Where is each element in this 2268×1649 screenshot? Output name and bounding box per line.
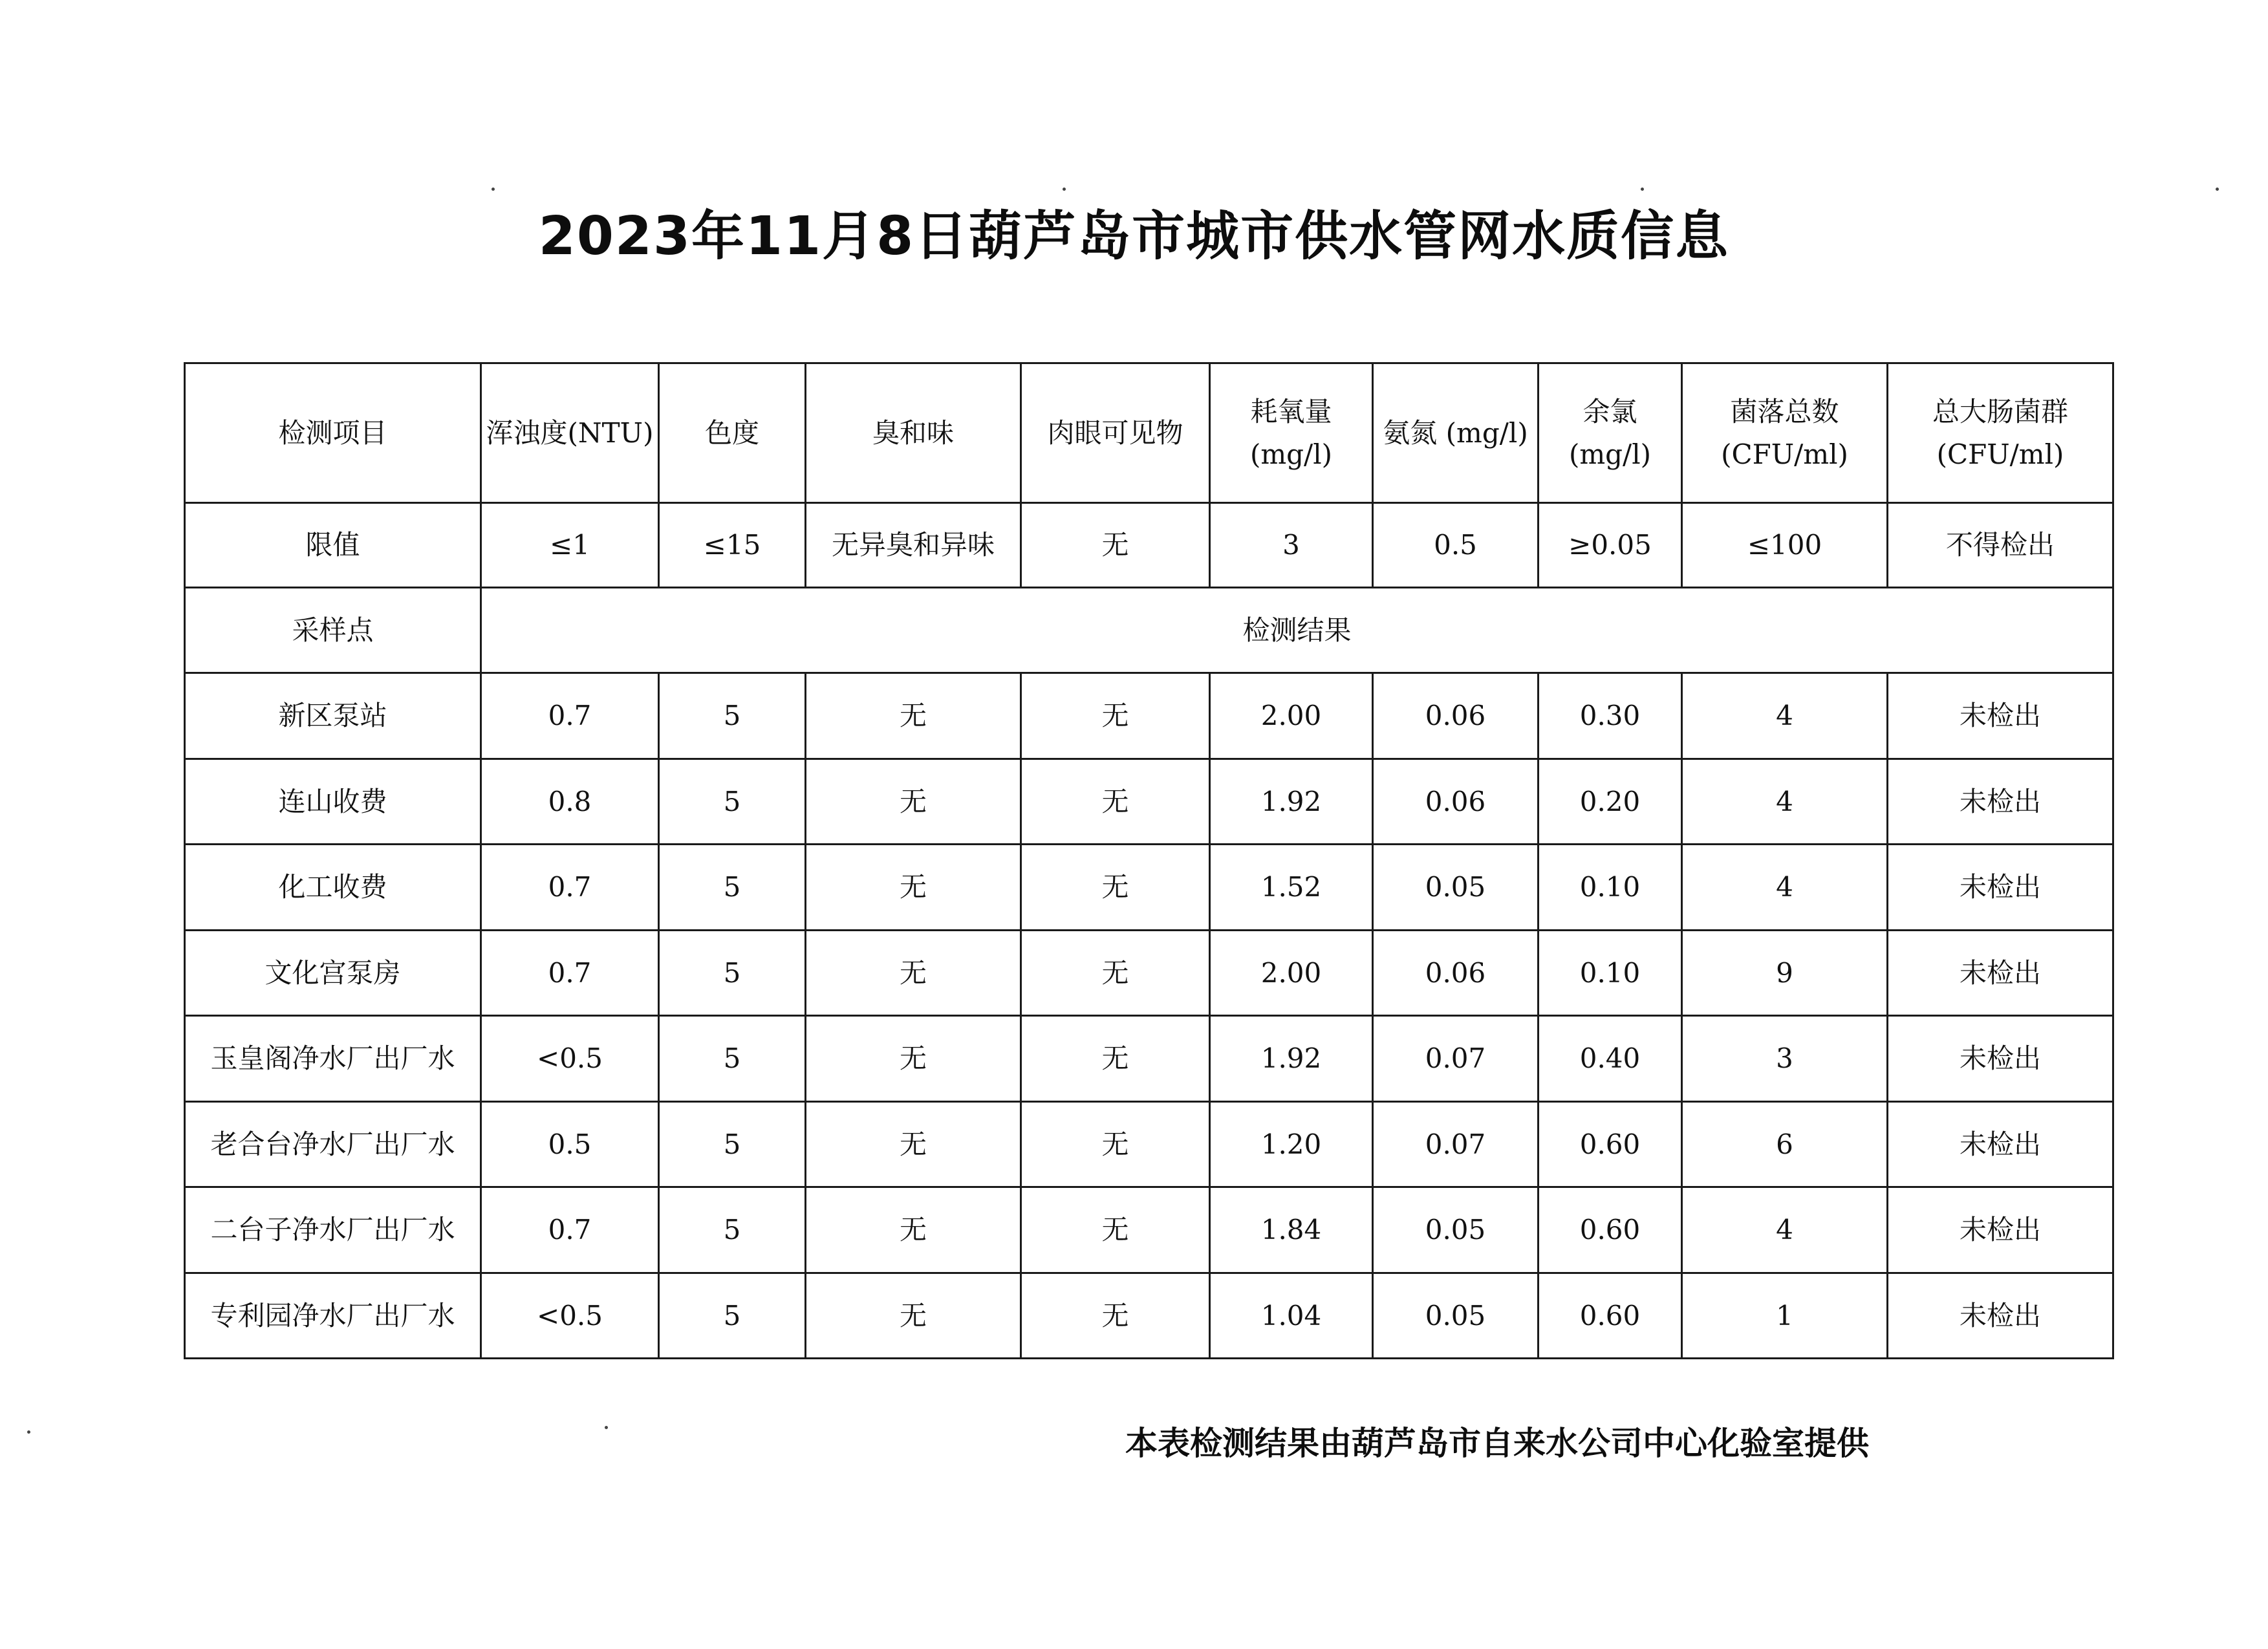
result-cell: 0.60 <box>1539 1187 1682 1273</box>
result-cell: 无 <box>1021 759 1210 845</box>
sampling-point-label: 采样点 <box>185 588 481 673</box>
table-row <box>185 845 2113 931</box>
result-cell: 0.60 <box>1539 1273 1682 1359</box>
result-cell: 0.8 <box>481 759 659 845</box>
result-cell: 未检出 <box>1888 1016 2113 1102</box>
sampling-point-name: 化工收费 <box>185 845 481 931</box>
result-cell: 未检出 <box>1888 673 2113 759</box>
result-cell: 1.52 <box>1210 845 1373 931</box>
result-cell: 无 <box>806 673 1021 759</box>
result-cell: 无 <box>806 1016 1021 1102</box>
result-cell: 0.60 <box>1539 1101 1682 1187</box>
sampling-point-name: 新区泵站 <box>185 673 481 759</box>
scan-speck <box>27 1430 30 1434</box>
sampling-point-name: 玉皇阁净水厂出厂水 <box>185 1016 481 1102</box>
result-cell: 0.5 <box>481 1101 659 1187</box>
table-row <box>185 759 2113 845</box>
sampling-point-name: 连山收费 <box>185 759 481 845</box>
limit-value: ≤15 <box>659 503 806 588</box>
limit-value: 无 <box>1021 503 1210 588</box>
limit-label: 限值 <box>185 503 481 588</box>
scan-speck <box>2216 188 2219 191</box>
result-cell: 3 <box>1682 1016 1888 1102</box>
result-cell: 无 <box>806 845 1021 931</box>
result-cell: 5 <box>659 673 806 759</box>
header-row <box>185 363 2113 503</box>
result-cell: 无 <box>1021 1273 1210 1359</box>
result-cell: 5 <box>659 759 806 845</box>
result-cell: 无 <box>806 1101 1021 1187</box>
header-cell: 氨氮 (mg/l) <box>1373 363 1539 503</box>
sampling-point-name: 二台子净水厂出厂水 <box>185 1187 481 1273</box>
result-cell: 0.06 <box>1373 930 1539 1016</box>
header-cell: 肉眼可见物 <box>1021 363 1210 503</box>
scan-speck <box>491 188 495 191</box>
source-note: 本表检测结果由葫芦岛市自来水公司中心化验室提供 <box>1125 1425 1869 1462</box>
result-cell: 0.7 <box>481 673 659 759</box>
limit-row <box>185 503 2113 588</box>
limit-value: 3 <box>1210 503 1373 588</box>
result-cell: 无 <box>1021 930 1210 1016</box>
header-cell: 检测项目 <box>185 363 481 503</box>
result-cell: 1.04 <box>1210 1273 1373 1359</box>
result-cell: 5 <box>659 1273 806 1359</box>
result-cell: 5 <box>659 930 806 1016</box>
result-cell: 无 <box>806 930 1021 1016</box>
result-cell: 9 <box>1682 930 1888 1016</box>
result-cell: 无 <box>1021 1016 1210 1102</box>
scan-speck <box>1063 188 1066 191</box>
result-cell: 无 <box>1021 1101 1210 1187</box>
table-row <box>185 1187 2113 1273</box>
results-label: 检测结果 <box>481 588 2113 673</box>
result-cell: 0.20 <box>1539 759 1682 845</box>
header-cell: 色度 <box>659 363 806 503</box>
table-row <box>185 1273 2113 1359</box>
result-cell: 未检出 <box>1888 1101 2113 1187</box>
result-cell: 2.00 <box>1210 930 1373 1016</box>
result-cell: 0.07 <box>1373 1016 1539 1102</box>
result-cell: 1.92 <box>1210 759 1373 845</box>
result-cell: 无 <box>806 1187 1021 1273</box>
scan-speck <box>605 1426 608 1429</box>
result-cell: 无 <box>1021 673 1210 759</box>
sampling-point-name: 老合台净水厂出厂水 <box>185 1101 481 1187</box>
water-quality-table <box>184 362 2114 1359</box>
table-row <box>185 1016 2113 1102</box>
header-cell: 耗氧量 (mg/l) <box>1210 363 1373 503</box>
result-cell: 1 <box>1682 1273 1888 1359</box>
result-cell: 2.00 <box>1210 673 1373 759</box>
result-cell: 0.7 <box>481 930 659 1016</box>
result-cell: 无 <box>806 759 1021 845</box>
result-cell: 未检出 <box>1888 759 2113 845</box>
section-row <box>185 588 2113 673</box>
result-cell: 无 <box>1021 1187 1210 1273</box>
result-cell: 4 <box>1682 673 1888 759</box>
result-cell: 1.92 <box>1210 1016 1373 1102</box>
page-title: 2023年11月8日葫芦岛市城市供水管网水质信息 <box>538 206 1730 267</box>
result-cell: 5 <box>659 1101 806 1187</box>
table-row <box>185 1101 2113 1187</box>
result-cell: 未检出 <box>1888 1187 2113 1273</box>
limit-value: 0.5 <box>1373 503 1539 588</box>
result-cell: 0.05 <box>1373 1273 1539 1359</box>
sampling-point-name: 文化宫泵房 <box>185 930 481 1016</box>
result-cell: 4 <box>1682 1187 1888 1273</box>
result-cell: 5 <box>659 1187 806 1273</box>
result-cell: 0.7 <box>481 845 659 931</box>
scan-speck <box>1641 188 1644 191</box>
header-cell: 浑浊度(NTU) <box>481 363 659 503</box>
limit-value: ≥0.05 <box>1539 503 1682 588</box>
result-cell: 无 <box>806 1273 1021 1359</box>
result-cell: 1.84 <box>1210 1187 1373 1273</box>
result-cell: 无 <box>1021 845 1210 931</box>
result-cell: 0.05 <box>1373 845 1539 931</box>
result-cell: 0.40 <box>1539 1016 1682 1102</box>
table-row <box>185 673 2113 759</box>
result-cell: 0.10 <box>1539 845 1682 931</box>
result-cell: 未检出 <box>1888 930 2113 1016</box>
result-cell: 5 <box>659 845 806 931</box>
result-cell: 0.06 <box>1373 673 1539 759</box>
header-cell: 总大肠菌群 (CFU/ml) <box>1888 363 2113 503</box>
limit-value: ≤1 <box>481 503 659 588</box>
result-cell: 1.20 <box>1210 1101 1373 1187</box>
result-cell: 4 <box>1682 759 1888 845</box>
result-cell: 6 <box>1682 1101 1888 1187</box>
header-cell: 菌落总数 (CFU/ml) <box>1682 363 1888 503</box>
result-cell: <0.5 <box>481 1016 659 1102</box>
header-cell: 臭和味 <box>806 363 1021 503</box>
result-cell: 4 <box>1682 845 1888 931</box>
result-cell: 未检出 <box>1888 845 2113 931</box>
result-cell: 0.05 <box>1373 1187 1539 1273</box>
limit-value: ≤100 <box>1682 503 1888 588</box>
result-cell: 0.30 <box>1539 673 1682 759</box>
result-cell: 0.06 <box>1373 759 1539 845</box>
result-cell: 0.07 <box>1373 1101 1539 1187</box>
limit-value: 无异臭和异味 <box>806 503 1021 588</box>
result-cell: 0.10 <box>1539 930 1682 1016</box>
result-cell: 未检出 <box>1888 1273 2113 1359</box>
sampling-point-name: 专利园净水厂出厂水 <box>185 1273 481 1359</box>
result-cell: 0.7 <box>481 1187 659 1273</box>
result-cell: <0.5 <box>481 1273 659 1359</box>
header-cell: 余氯 (mg/l) <box>1539 363 1682 503</box>
limit-value: 不得检出 <box>1888 503 2113 588</box>
table-row <box>185 930 2113 1016</box>
result-cell: 5 <box>659 1016 806 1102</box>
